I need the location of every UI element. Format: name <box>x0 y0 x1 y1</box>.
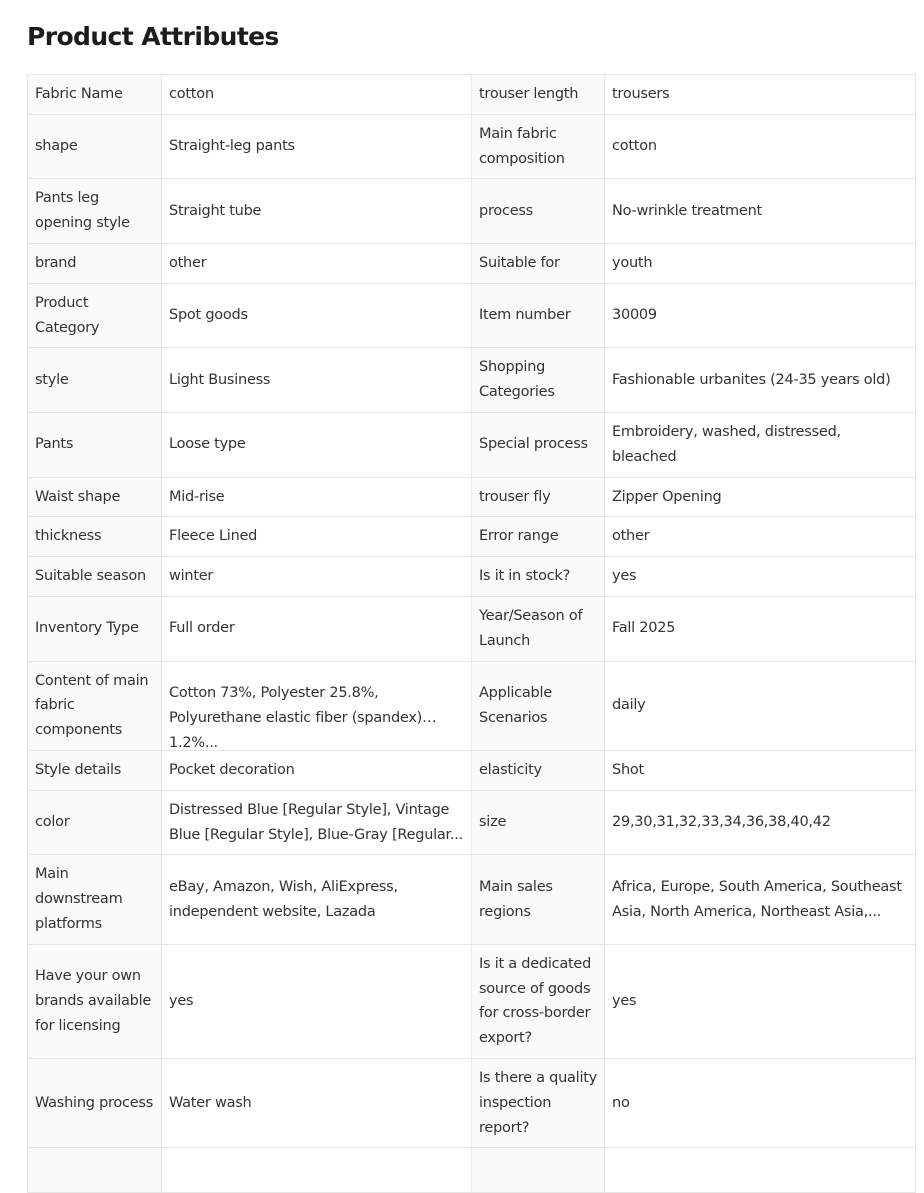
table-row <box>28 855 916 944</box>
attribute-value: Full order <box>169 620 235 637</box>
attribute-name: elasticity <box>479 761 542 778</box>
table-row <box>28 179 916 244</box>
attribute-name: Washing process <box>35 1094 154 1111</box>
table-row <box>28 114 916 179</box>
attribute-name-cell <box>28 412 162 477</box>
attribute-name-cell <box>472 661 605 750</box>
attribute-value-cell <box>162 661 472 750</box>
attribute-value-cell <box>605 661 916 750</box>
attribute-value: Loose type <box>169 436 246 453</box>
attribute-value-cell <box>605 114 916 179</box>
attribute-value: other <box>169 254 207 271</box>
table-row <box>28 1058 916 1147</box>
attribute-name: Style details <box>35 761 122 778</box>
attributes-table-body <box>28 75 916 1193</box>
attribute-value: No-wrinkle treatment <box>612 202 762 219</box>
attribute-value: Pocket decoration <box>169 761 295 778</box>
attribute-value: cotton <box>169 86 214 102</box>
attribute-value: Africa, Europe, South America, Southeast Asia, North America, Northeast Asia,... <box>612 878 902 920</box>
table-row <box>28 243 916 283</box>
table-row <box>28 477 916 517</box>
table-row <box>28 944 916 1058</box>
attribute-name-cell <box>472 412 605 477</box>
attribute-value-cell <box>605 1058 916 1147</box>
attribute-value-cell <box>605 944 916 1058</box>
attribute-name-cell <box>472 855 605 944</box>
attribute-value-cell <box>605 790 916 855</box>
attribute-value: 29,30,31,32,33,34,36,38,40,42 <box>612 814 831 831</box>
attribute-value-cell <box>162 243 472 283</box>
attribute-name-cell <box>28 348 162 413</box>
table-row <box>28 283 916 348</box>
attribute-value-cell <box>162 596 472 661</box>
attribute-value-cell <box>162 517 472 557</box>
attribute-name-cell <box>28 477 162 517</box>
attribute-value-cell <box>162 855 472 944</box>
attribute-value: trousers <box>612 86 670 102</box>
attribute-value: Embroidery, washed, distressed, bleached <box>612 423 841 465</box>
attribute-value: Water wash <box>169 1094 252 1111</box>
attribute-value: yes <box>612 568 637 585</box>
table-row <box>28 596 916 661</box>
attribute-name-cell <box>472 517 605 557</box>
table-row <box>28 348 916 413</box>
attribute-name-cell <box>472 283 605 348</box>
table-row-partial <box>28 1148 916 1193</box>
attribute-value: youth <box>612 254 653 271</box>
attribute-value: Zipper Opening <box>612 488 722 505</box>
page-title: Product Attributes <box>27 22 279 51</box>
attribute-name-cell <box>28 855 162 944</box>
attribute-name: Shopping Categories <box>479 359 555 401</box>
attribute-value: eBay, Amazon, Wish, AliExpress, independent website, Lazada <box>169 878 398 920</box>
attribute-value-cell <box>605 517 916 557</box>
attribute-name: Have your own brands available for licensing <box>35 968 152 1034</box>
attribute-value-cell <box>605 179 916 244</box>
attribute-name: style <box>35 371 69 388</box>
attribute-name: Main downstream platforms <box>35 866 123 932</box>
attribute-name-cell <box>472 75 605 115</box>
empty-cell <box>162 1148 472 1193</box>
attribute-value: cotton <box>612 138 657 155</box>
attribute-value-cell <box>162 1058 472 1147</box>
attribute-name-cell <box>28 243 162 283</box>
attribute-value: Shot <box>612 761 644 778</box>
attribute-value-cell <box>162 477 472 517</box>
attribute-name: Applicable Scenarios <box>479 684 552 726</box>
attribute-name: Pants <box>35 436 74 453</box>
attribute-name: shape <box>35 138 78 155</box>
attribute-value-cell <box>605 283 916 348</box>
attribute-name-cell <box>472 179 605 244</box>
attribute-name-cell <box>472 243 605 283</box>
attribute-value: other <box>612 528 650 545</box>
attribute-name-cell <box>472 348 605 413</box>
attribute-value: daily <box>612 697 646 714</box>
attribute-value: 30009 <box>612 307 657 324</box>
attribute-name: trouser fly <box>479 488 551 505</box>
attribute-name-cell <box>28 596 162 661</box>
attribute-name-cell <box>28 114 162 179</box>
attribute-name: Fabric Name <box>35 86 123 102</box>
empty-cell <box>28 1148 162 1193</box>
attribute-value-cell <box>162 114 472 179</box>
table-row <box>28 557 916 597</box>
table-row <box>28 750 916 790</box>
attribute-value-cell <box>162 557 472 597</box>
attribute-value-cell <box>605 75 916 115</box>
table-row <box>28 75 916 115</box>
attribute-name-cell <box>472 750 605 790</box>
attribute-value-cell <box>605 557 916 597</box>
attribute-value-cell <box>605 412 916 477</box>
attribute-name: Special process <box>479 436 588 453</box>
attribute-name: thickness <box>35 528 102 545</box>
table-row <box>28 517 916 557</box>
attribute-name: color <box>35 814 70 831</box>
attribute-value: Fashionable urbanites (24-35 years old) <box>612 371 891 388</box>
attribute-value: Spot goods <box>169 307 248 324</box>
attribute-name: Is it in stock? <box>479 568 571 585</box>
attribute-name: Inventory Type <box>35 620 139 637</box>
table-row <box>28 790 916 855</box>
attribute-name: Pants leg opening style <box>35 190 130 232</box>
attribute-name: Year/Season of Launch <box>479 607 583 649</box>
attribute-name-cell <box>472 944 605 1058</box>
attribute-name-cell <box>28 1058 162 1147</box>
attribute-value: Cotton 73%, Polyester 25.8%, Polyurethane elastic fiber (spandex) 1.2%... <box>169 684 423 751</box>
attribute-value-cell <box>162 348 472 413</box>
empty-cell <box>605 1148 916 1193</box>
attribute-name: Main fabric composition <box>479 125 565 167</box>
table-row <box>28 412 916 477</box>
attribute-name-cell <box>28 557 162 597</box>
empty-cell <box>472 1148 605 1193</box>
table-row <box>28 661 916 750</box>
attribute-value: Mid-rise <box>169 488 225 505</box>
attribute-value-cell <box>162 790 472 855</box>
attribute-name-cell <box>28 790 162 855</box>
attribute-value-cell <box>162 283 472 348</box>
attribute-name-cell <box>472 596 605 661</box>
attribute-name: Is there a quality inspection report? <box>479 1069 598 1136</box>
attribute-name-cell <box>28 179 162 244</box>
attribute-value: yes <box>612 992 637 1009</box>
attribute-value-cell <box>605 348 916 413</box>
attribute-name: Item number <box>479 307 571 324</box>
attribute-value-cell <box>162 412 472 477</box>
attribute-value-cell <box>162 179 472 244</box>
attributes-table <box>27 74 916 1193</box>
attribute-name: Waist shape <box>35 488 121 505</box>
attribute-value-cell <box>162 750 472 790</box>
attribute-value: Light Business <box>169 371 271 388</box>
attribute-value-cell <box>162 75 472 115</box>
attribute-value-cell <box>162 944 472 1058</box>
attribute-name: Suitable for <box>479 254 560 271</box>
attribute-name-cell <box>472 1058 605 1147</box>
attribute-value: Distressed Blue [Regular Style], Vintage Blue [Regular Style], Blue-Gray [Regular... <box>169 801 464 843</box>
attribute-name-cell <box>28 517 162 557</box>
attribute-name: brand <box>35 254 77 271</box>
attribute-name-cell <box>28 944 162 1058</box>
attribute-name-cell <box>28 750 162 790</box>
attribute-name: Suitable season <box>35 568 146 585</box>
attribute-value: Fleece Lined <box>169 528 258 545</box>
attribute-value-cell <box>605 477 916 517</box>
attribute-value-cell <box>605 855 916 944</box>
attribute-name: Error range <box>479 528 559 545</box>
attribute-value-cell <box>605 243 916 283</box>
attribute-name-cell <box>472 477 605 517</box>
attribute-name: process <box>479 202 533 219</box>
attribute-name-cell <box>472 557 605 597</box>
attribute-value: Fall 2025 <box>612 620 676 637</box>
attribute-name: Content of main fabric components <box>35 672 149 739</box>
attribute-name: trouser length <box>479 86 579 102</box>
attribute-name-cell <box>28 75 162 115</box>
attribute-value: Straight-leg pants <box>169 138 295 155</box>
attribute-name-cell <box>472 114 605 179</box>
attribute-name: Is it a dedicated source of goods for cross-border export? <box>479 955 592 1047</box>
attribute-value: yes <box>169 992 194 1009</box>
attribute-value: no <box>612 1094 630 1111</box>
attribute-value-cell <box>605 750 916 790</box>
attribute-value: winter <box>169 568 214 585</box>
attribute-value-cell <box>605 596 916 661</box>
attribute-name: Main sales regions <box>479 878 553 920</box>
attribute-name: Product Category <box>35 294 100 336</box>
attribute-value: Straight tube <box>169 202 262 219</box>
attribute-name: size <box>479 814 507 831</box>
attribute-name-cell <box>472 790 605 855</box>
attribute-name-cell <box>28 661 162 750</box>
attribute-name-cell <box>28 283 162 348</box>
